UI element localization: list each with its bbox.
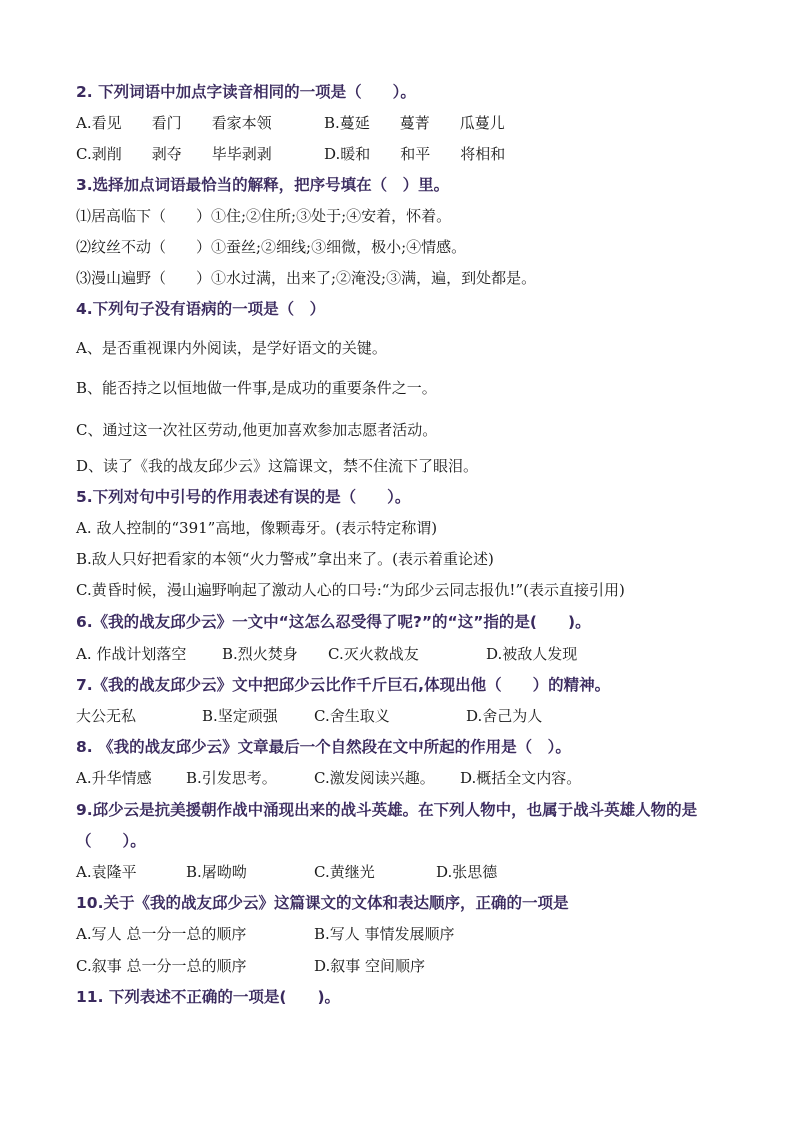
question-11-stem: 11. 下列表述不正确的一项是( )。 — [76, 988, 341, 1006]
question-6-option-c: C.灭火救战友 — [328, 645, 419, 663]
question-8-option-b: B.引发思考。 — [186, 769, 277, 787]
question-10-option-b: B.写人 事情发展顺序 — [314, 925, 455, 943]
question-2-stem: 2. 下列词语中加点字读音相同的一项是（ ）。 — [76, 83, 416, 101]
question-8-option-d: D.概括全文内容。 — [460, 769, 582, 787]
question-8-stem: 8. 《我的战友邱少云》文章最后一个自然段在文中所起的作用是（ ）。 — [76, 738, 571, 756]
question-2-option-a: A.看见 看门 看家本领 — [76, 114, 272, 132]
question-6-option-d: D.被敌人发现 — [486, 645, 578, 663]
question-10-option-d: D.叙事 空间顺序 — [314, 957, 426, 975]
question-10-option-a: A.写人 总一分一总的顺序 — [76, 925, 247, 943]
question-8-option-a: A.升华情感 — [76, 769, 152, 787]
question-4-option-d: D、读了《我的战友邱少云》这篇课文，禁不住流下了眼泪。 — [76, 457, 479, 475]
question-4-option-c: C、通过这一次社区劳动,他更加喜欢参加志愿者活动。 — [76, 421, 438, 439]
question-7-option-b: B.坚定顽强 — [202, 707, 278, 725]
question-3-item-2: ⑵纹丝不动（ ）①蚕丝;②细线;③细微，极小;④情感。 — [76, 238, 467, 256]
question-4-option-b: B、能否持之以恒地做一件事,是成功的重要条件之一。 — [76, 379, 437, 397]
question-5-option-c: C.黄昏时候，漫山遍野响起了激动人心的口号:“为邱少云同志报仇!”(表示直接引用) — [76, 581, 625, 599]
question-9-option-d: D.张思德 — [436, 863, 498, 881]
question-4-stem: 4.下列句子没有语病的一项是（ ） — [76, 300, 326, 318]
question-6-option-a: A. 作战计划落空 — [76, 645, 187, 663]
question-2-option-d: D.暖和 和平 将相和 — [324, 145, 506, 163]
question-9-option-a: A.袁隆平 — [76, 863, 137, 881]
question-6-option-b: B.烈火焚身 — [222, 645, 298, 663]
question-9-stem: 9.邱少云是抗美援朝作战中涌现出来的战斗英雄。在下列人物中，也属于战斗英雄人物的是 — [76, 801, 698, 819]
question-7-option-c: C.舍生取义 — [314, 707, 390, 725]
question-5-stem: 5.下列对句中引号的作用表述有误的是（ ）。 — [76, 488, 411, 506]
question-3-item-1: ⑴居高临下（ ）①住;②住所;③处于;④安着，怀着。 — [76, 207, 452, 225]
question-5-option-a: A. 敌人控制的“391”高地，像颗毒牙。(表示特定称谓) — [76, 519, 438, 537]
question-5-option-b: B.敌人只好把看家的本领“火力警戒”拿出来了。(表示着重论述) — [76, 550, 494, 568]
question-7-stem: 7.《我的战友邱少云》文中把邱少云比作千斤巨石,体现出他（ ）的精神。 — [76, 676, 611, 694]
question-4-option-a: A、是否重视课内外阅读，是学好语文的关键。 — [76, 339, 387, 357]
question-9-option-b: B.屠呦呦 — [186, 863, 247, 881]
question-9-stem-continued: （ ）。 — [76, 832, 146, 850]
question-10-option-c: C.叙事 总一分一总的顺序 — [76, 957, 247, 975]
question-3-item-3: ⑶漫山遍野（ ）①水过满，出来了;②淹没;③满，遍，到处都是。 — [76, 269, 537, 287]
question-7-option-a: 大公无私 — [76, 707, 137, 725]
question-2-option-b: B.蔓延 蔓菁 瓜蔓儿 — [324, 114, 505, 132]
question-7-option-d: D.舍己为人 — [466, 707, 543, 725]
question-9-option-c: C.黄继光 — [314, 863, 375, 881]
question-10-stem: 10.关于《我的战友邱少云》这篇课文的文体和表达顺序，正确的一项是 — [76, 894, 569, 912]
question-3-stem: 3.选择加点词语最恰当的解释，把序号填在（ ）里。 — [76, 176, 450, 194]
question-2-option-c: C.剥削 剥夺 毕毕剥剥 — [76, 145, 272, 163]
question-8-option-c: C.激发阅读兴趣。 — [314, 769, 435, 787]
question-6-stem: 6.《我的战友邱少云》一文中“这怎么忍受得了呢?”的“这”指的是( )。 — [76, 613, 591, 631]
